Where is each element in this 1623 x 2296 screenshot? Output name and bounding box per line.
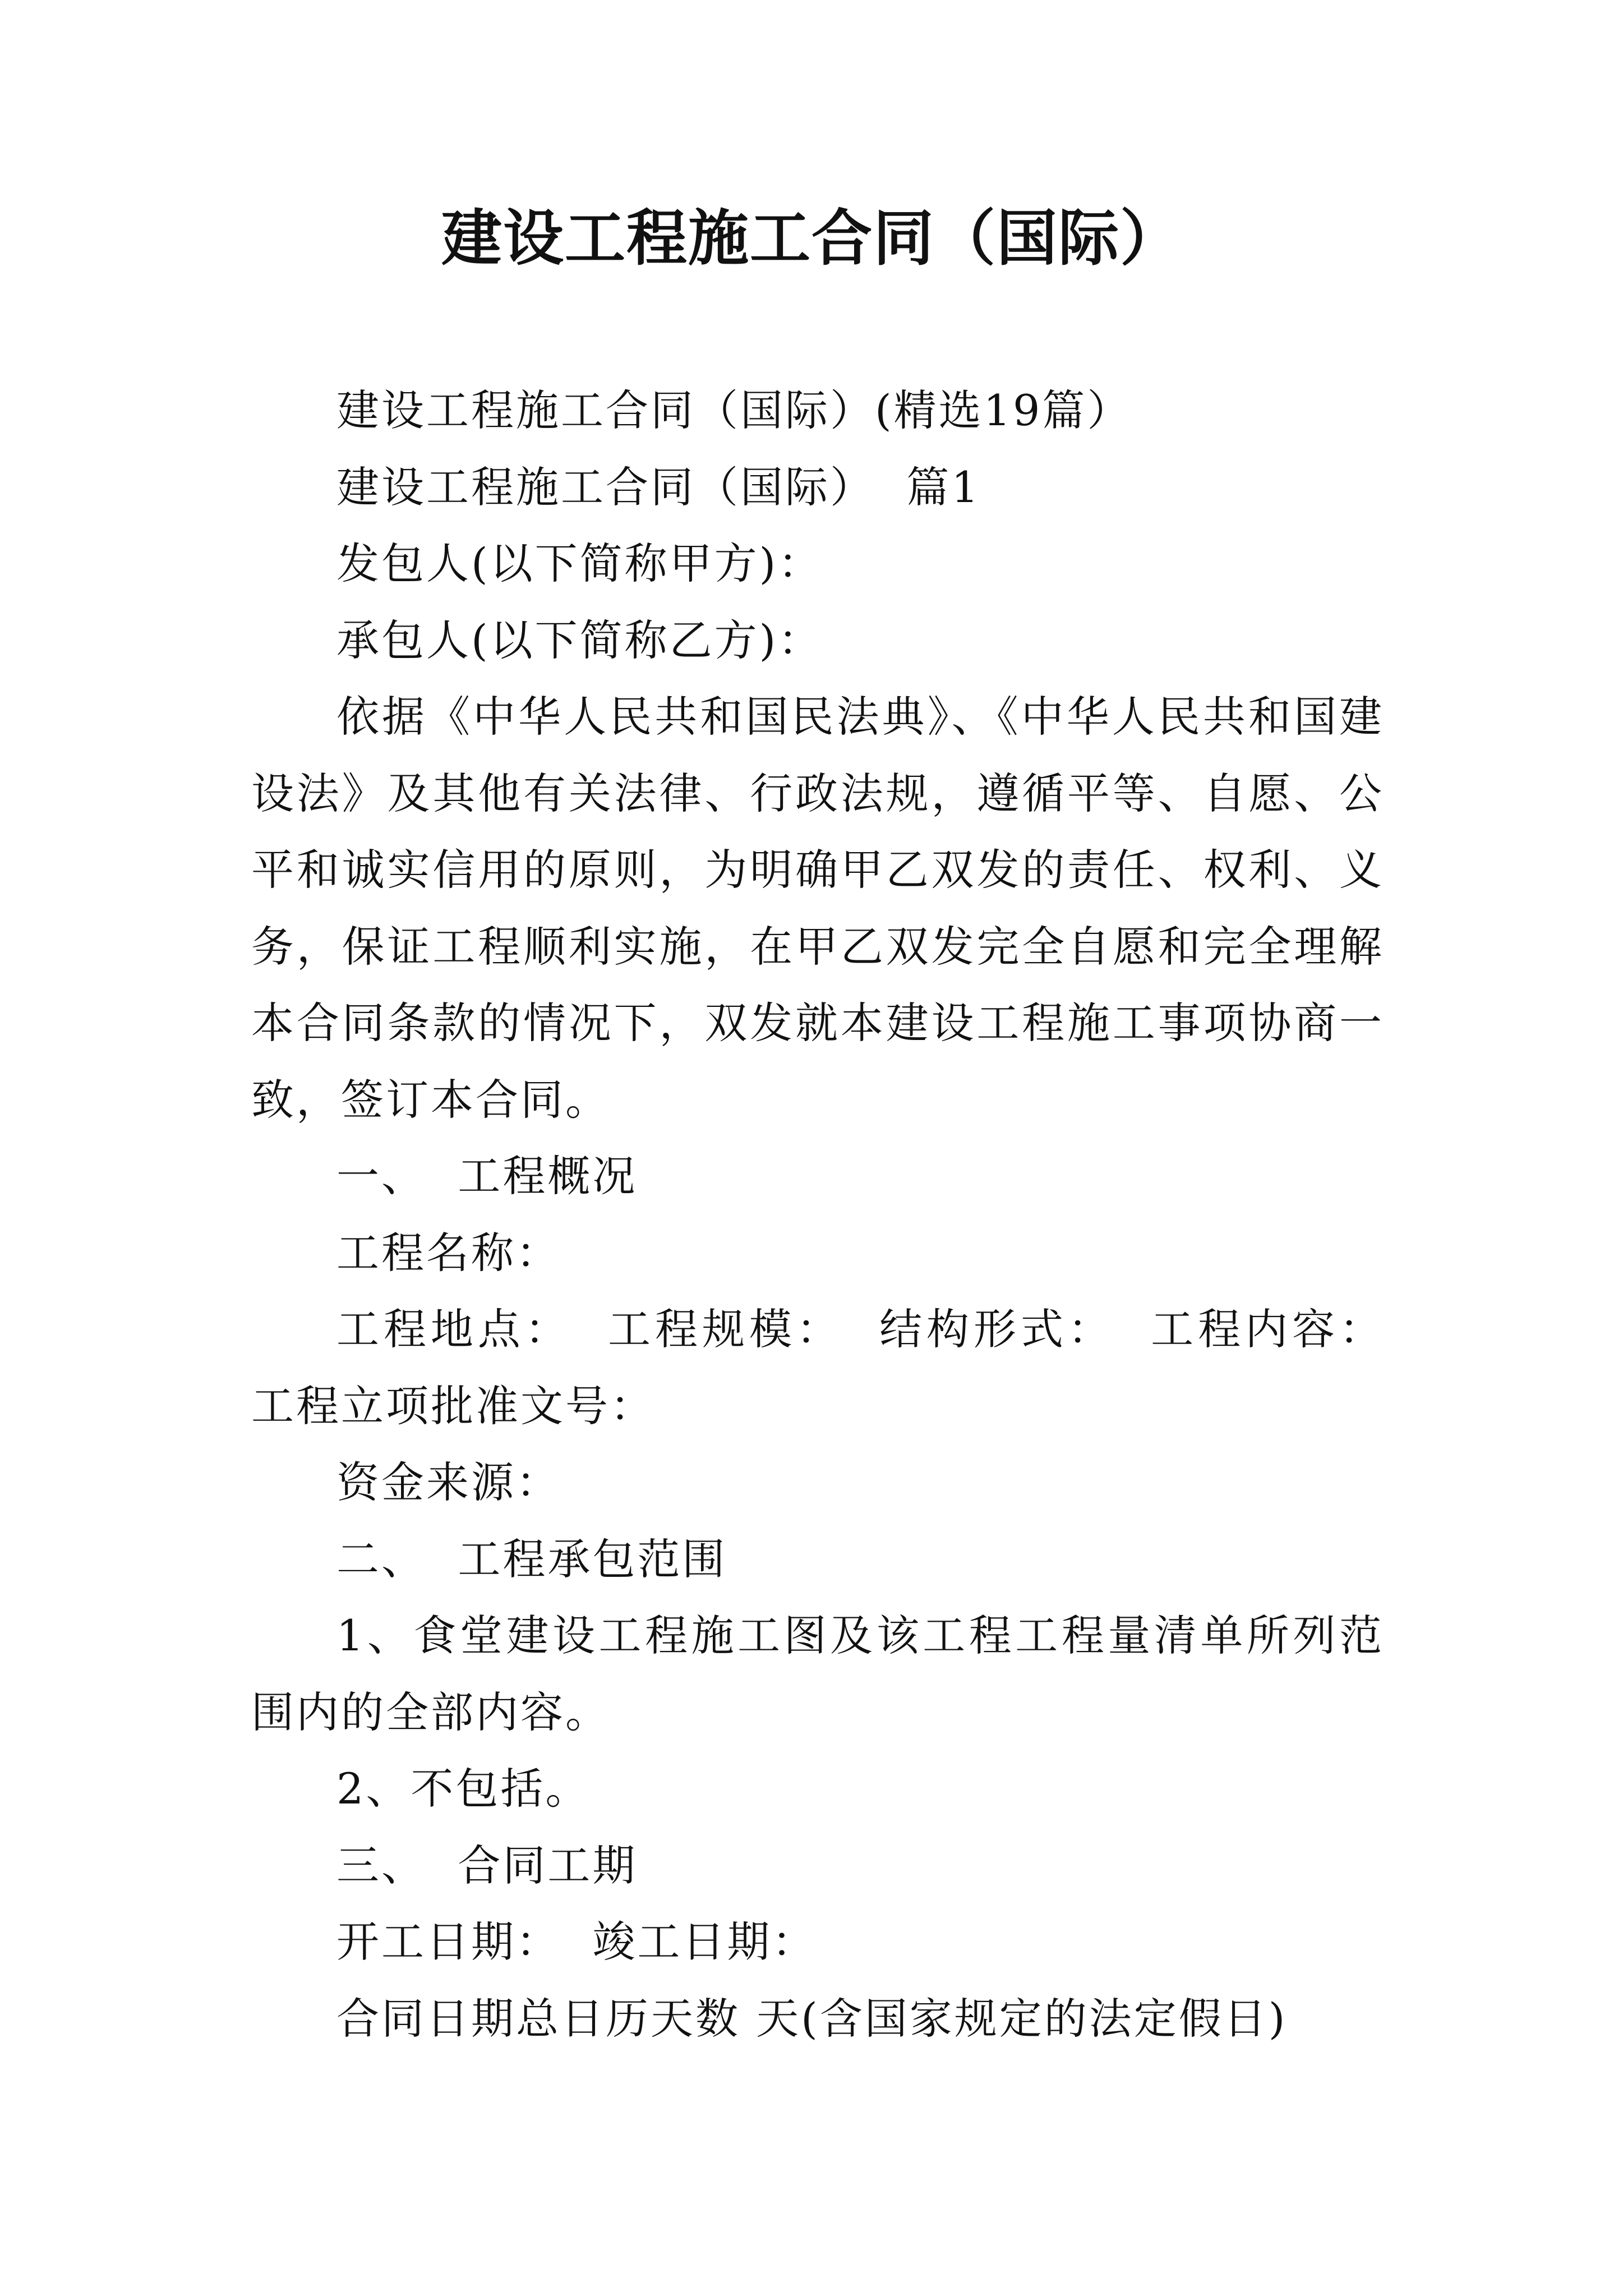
start-end-date-line: 开工日期： 竣工日期：	[336, 1917, 817, 1967]
section-heading-part-1: 建设工程施工合同（国际） 篇1	[336, 462, 981, 512]
document-body	[251, 372, 1416, 2057]
party-a-line: 发包人(以下简称甲方)：	[336, 539, 823, 588]
project-name-line: 工程名称：	[336, 1227, 561, 1278]
preamble-paragraph: 依据《中华人民共和国民法典》、《中华人民共和国建设法》及其他有关法律、行政法规，遵循平等、自愿、公平和诚实信用的原则，为明确甲乙双发的责任、权利、义务，保证工程顺利实施，在甲乙双发完全自愿和完全理解本合同条款的情况下，双发就本建设工程施工事项协商一致，签订本合同。	[251, 692, 1384, 1125]
article-2-heading: 二、 工程承包范围	[336, 1534, 727, 1584]
scope-item-1: 1、食堂建设工程施工图及该工程工程量清单所列范围内的全部内容。	[251, 1611, 1384, 1737]
scope-item-2: 2、不包括。	[336, 1764, 591, 1814]
total-days-line: 合同日期总日历天数 天(含国家规定的法定假日)	[336, 1993, 1288, 2044]
funding-source-line: 资金来源：	[336, 1457, 561, 1507]
article-3-heading: 三、 合同工期	[336, 1840, 638, 1890]
project-details-line: 工程地点： 工程规模： 结构形式： 工程内容： 工程立项批准文号：	[251, 1304, 1416, 1431]
article-1-heading: 一、 工程概况	[336, 1151, 638, 1201]
subtitle-selection: 建设工程施工合同（国际）(精选19篇）	[336, 385, 1132, 435]
party-b-line: 承包人(以下简称乙方)：	[336, 615, 823, 665]
document-title: 建设工程施工合同（国际）	[441, 203, 1182, 274]
